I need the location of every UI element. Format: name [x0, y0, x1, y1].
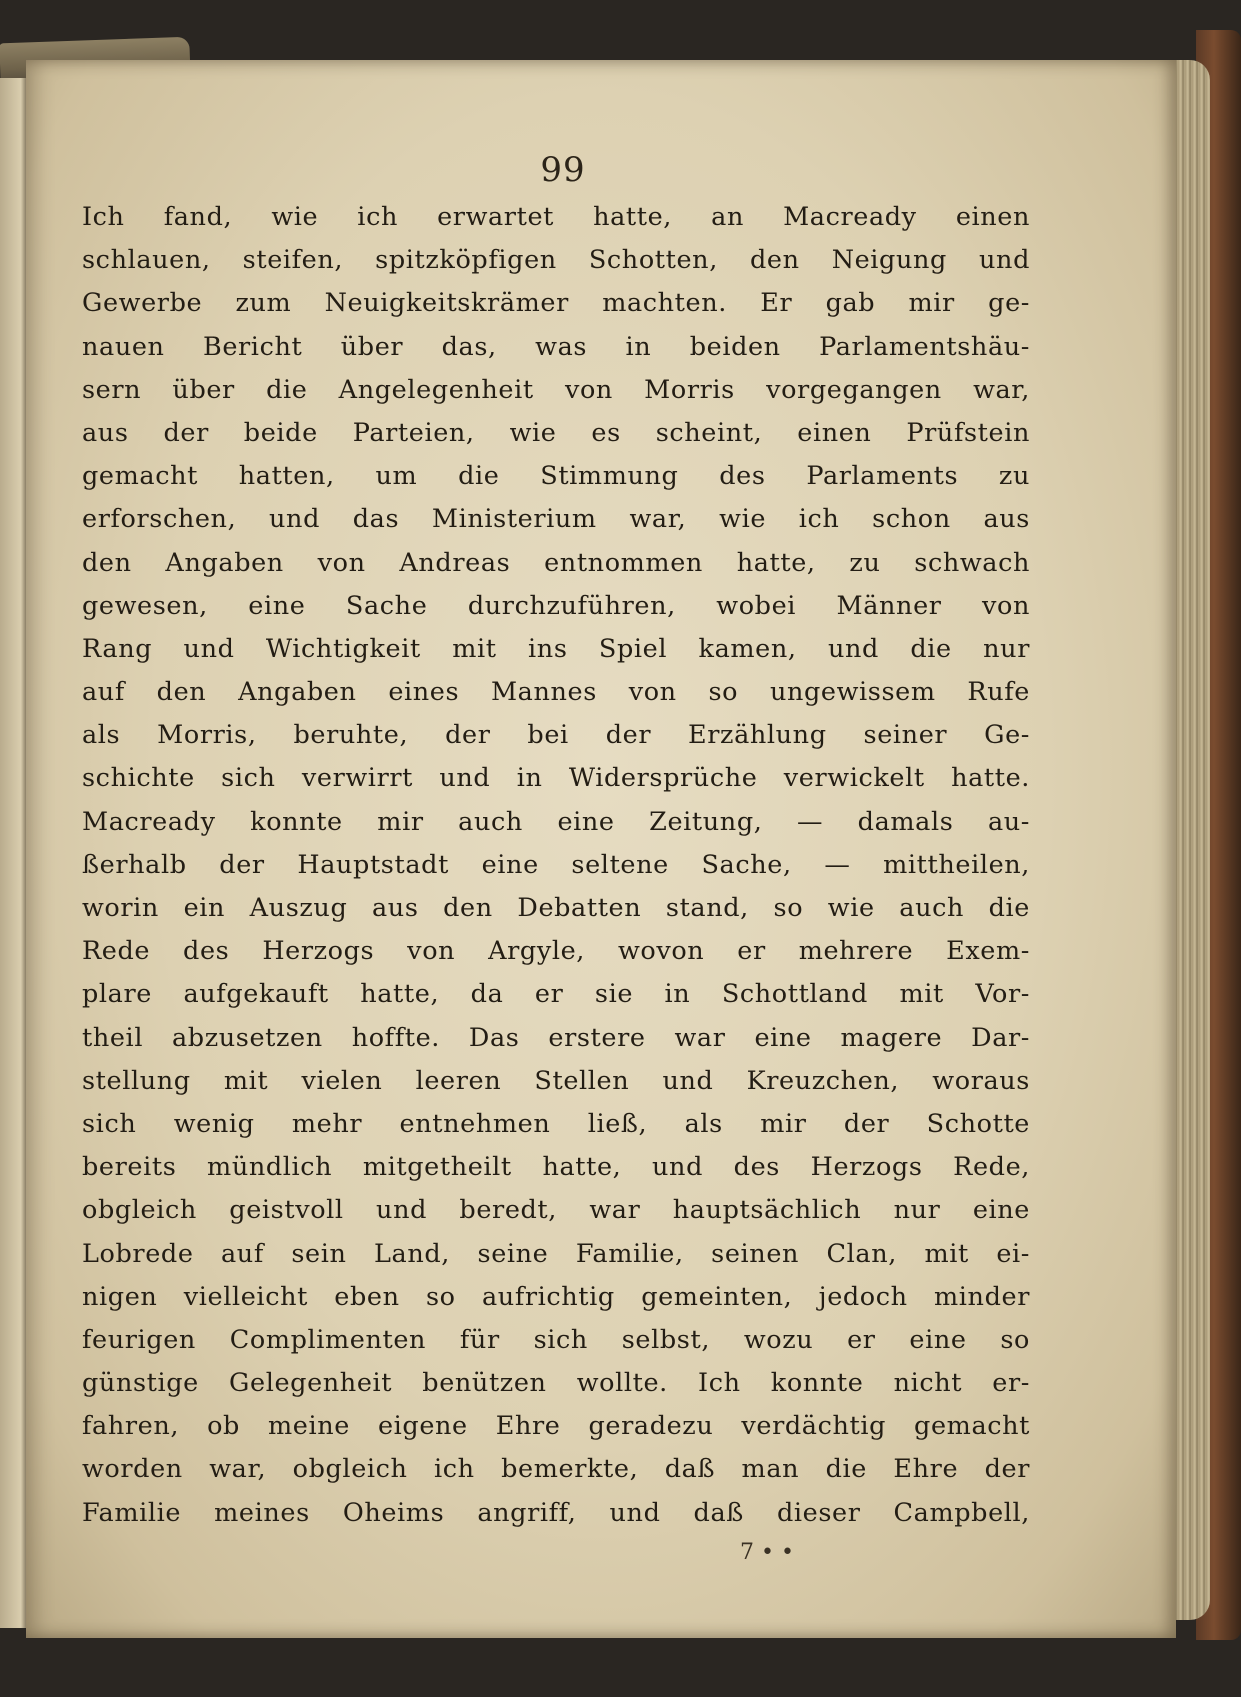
page-number: 99 — [540, 150, 586, 190]
body-text — [82, 196, 1030, 1535]
text-line: worden war, obgleich ich bemerkte, daß man die Ehre der — [82, 1454, 1030, 1485]
text-line: worin ein Auszug aus den Debatten stand, so wie auch die — [82, 893, 1030, 923]
text-line: Rang und Wichtigkeit mit ins Spiel kamen, und die nur — [82, 633, 1030, 664]
text-line: Familie meines Oheims angriff, und daß dieser Campbell, — [82, 1497, 1030, 1528]
text-line: sich wenig mehr entnehmen ließ, als mir der Schotte — [82, 1108, 1030, 1139]
text-line: aus der beide Parteien, wie es scheint, einen Prüfstein — [82, 417, 1030, 448]
text-line: gewesen, eine Sache durchzuführen, wobei Männer von — [82, 590, 1030, 621]
text-line: Lobrede auf sein Land, seine Familie, seinen Clan, mit ei- — [82, 1238, 1030, 1269]
text-line: den Angaben von Andreas entnommen hatte, zu schwach — [82, 547, 1030, 578]
text-line: schichte sich verwirrt und in Widersprüche verwickelt hatte. — [82, 763, 1030, 794]
signature-mark: 7 • • — [740, 1540, 794, 1565]
text-line: stellung mit vielen leeren Stellen und Kreuzchen, woraus — [82, 1065, 1030, 1096]
text-line: bereits mündlich mitgetheilt hatte, und des Herzogs Rede, — [82, 1152, 1030, 1183]
text-line: theil abzusetzen hoffte. Das erstere war eine magere Dar- — [82, 1022, 1030, 1053]
text-line: fahren, ob meine eigene Ehre geradezu verdächtig gemacht — [82, 1411, 1030, 1442]
text-line: Gewerbe zum Neuigkeitskrämer machten. Er gab mir ge- — [82, 288, 1030, 319]
text-line: sern über die Angelegenheit von Morris vorgegangen war, — [82, 374, 1030, 405]
text-line: feurigen Complimenten für sich selbst, wozu er eine so — [82, 1324, 1030, 1355]
text-line: ßerhalb der Hauptstadt eine seltene Sache, — mittheilen, — [82, 849, 1030, 880]
text-line: als Morris, beruhte, der bei der Erzählung seiner Ge- — [82, 720, 1030, 751]
text-line: Rede des Herzogs von Argyle, wovon er mehrere Exem- — [82, 936, 1030, 967]
text-line: günstige Gelegenheit benützen wollte. Ich konnte nicht er- — [82, 1368, 1030, 1399]
text-line: nauen Bericht über das, was in beiden Parlamentshäu- — [82, 331, 1030, 362]
text-line: auf den Angaben eines Mannes von so ungewissem Rufe — [82, 677, 1030, 708]
text-line: gemacht hatten, um die Stimmung des Parlaments zu — [82, 461, 1030, 492]
text-line: schlauen, steifen, spitzköpfigen Schotten, den Neigung und — [82, 245, 1030, 276]
text-line: obgleich geistvoll und beredt, war hauptsächlich nur eine — [82, 1195, 1030, 1226]
text-line: nigen vielleicht eben so aufrichtig gemeinten, jedoch minder — [82, 1281, 1030, 1312]
left-page-edge — [0, 78, 26, 1628]
text-line: erforschen, und das Ministerium war, wie ich schon aus — [82, 504, 1030, 535]
text-line: plare aufgekauft hatte, da er sie in Schottland mit Vor- — [82, 979, 1030, 1010]
text-line: Macready konnte mir auch eine Zeitung, — damals au- — [82, 806, 1030, 837]
text-line: Ich fand, wie ich erwartet hatte, an Macready einen — [82, 202, 1030, 232]
